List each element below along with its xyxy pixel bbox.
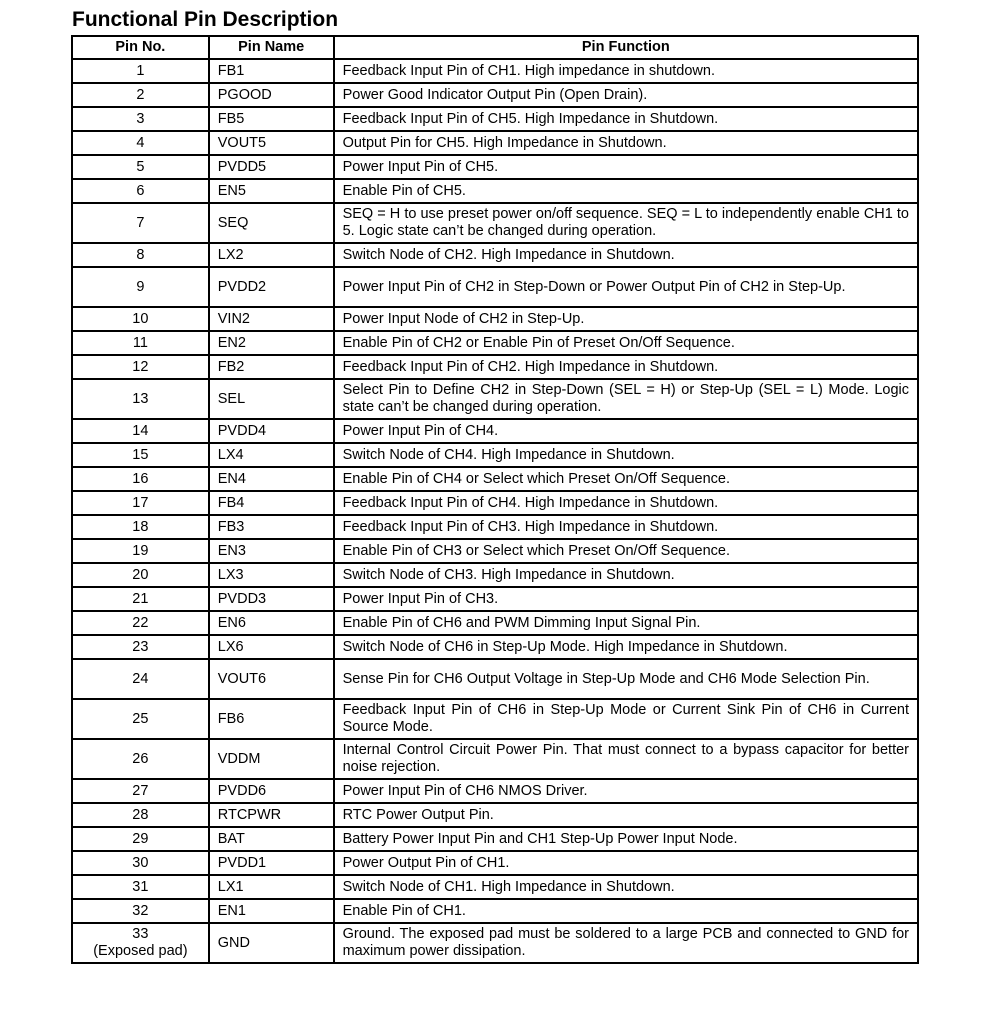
pin-name: FB4: [209, 491, 334, 515]
pin-number-cell: [72, 851, 209, 875]
page-title: Functional Pin Description: [72, 8, 339, 31]
pin-number-cell: [72, 739, 209, 779]
pin-name: PVDD6: [209, 779, 334, 803]
pin-number-cell: [72, 515, 209, 539]
pin-function: Enable Pin of CH2 or Enable Pin of Preset On/Off Sequence.: [334, 331, 918, 355]
table-row: [72, 899, 918, 923]
table-row: [72, 611, 918, 635]
pin-name: FB2: [209, 355, 334, 379]
pin-number-cell: [72, 899, 209, 923]
pin-number: 32: [132, 902, 149, 919]
pin-name: LX6: [209, 635, 334, 659]
pin-number-cell: [72, 155, 209, 179]
pin-number-cell: [72, 779, 209, 803]
pin-number-cell: [72, 59, 209, 83]
table-row: [72, 59, 918, 83]
pin-function: Select Pin to Define CH2 in Step-Down (SEL = H) or Step-Up (SEL = L) Mode. Logic state can’t be changed during operation.: [334, 379, 918, 419]
pin-number-cell: [72, 267, 209, 307]
pin-function: Feedback Input Pin of CH5. High Impedance in Shutdown.: [334, 107, 918, 131]
pin-number-cell: [72, 419, 209, 443]
pin-number: 4: [136, 134, 145, 151]
pin-name: LX1: [209, 875, 334, 899]
pin-number: 19: [132, 542, 149, 559]
table-row: [72, 699, 918, 739]
table-row: [72, 379, 918, 419]
pin-function: Feedback Input Pin of CH1. High impedance in shutdown.: [334, 59, 918, 83]
table-row: [72, 779, 918, 803]
header-pin-name: Pin Name: [209, 36, 334, 59]
pin-name: PVDD3: [209, 587, 334, 611]
pin-number: 26: [132, 750, 149, 767]
pin-number-cell: [72, 467, 209, 491]
header-row: [72, 36, 918, 59]
pin-number: 28: [132, 806, 149, 823]
pin-number-cell: [72, 379, 209, 419]
table-row: [72, 243, 918, 267]
table-row: [72, 659, 918, 699]
pin-function: Power Input Node of CH2 in Step-Up.: [334, 307, 918, 331]
table-row: [72, 131, 918, 155]
pin-name: VDDM: [209, 739, 334, 779]
pin-number: 13: [132, 390, 149, 407]
table-row: [72, 203, 918, 243]
pin-name: EN2: [209, 331, 334, 355]
table-row: [72, 179, 918, 203]
header-pin-no: Pin No.: [72, 36, 209, 59]
pin-name: LX3: [209, 563, 334, 587]
pin-function: Switch Node of CH1. High Impedance in Shutdown.: [334, 875, 918, 899]
pin-number: 8: [136, 246, 145, 263]
table-row: [72, 307, 918, 331]
pin-number: 22: [132, 614, 149, 631]
pin-name: LX2: [209, 243, 334, 267]
pin-name: VOUT5: [209, 131, 334, 155]
pin-number-cell: [72, 331, 209, 355]
table-row: [72, 267, 918, 307]
pin-number: 29: [132, 830, 149, 847]
pin-function: Power Input Pin of CH2 in Step-Down or Power Output Pin of CH2 in Step-Up.: [334, 267, 918, 307]
pin-name: GND: [209, 923, 334, 963]
pin-number-cell: [72, 923, 209, 963]
pin-name: EN6: [209, 611, 334, 635]
pin-name: PVDD1: [209, 851, 334, 875]
table-row: [72, 635, 918, 659]
pin-name: EN5: [209, 179, 334, 203]
pin-name: EN1: [209, 899, 334, 923]
pin-number: 24: [132, 670, 149, 687]
pin-name: PGOOD: [209, 83, 334, 107]
pin-number: 6: [136, 182, 145, 199]
table-row: [72, 563, 918, 587]
pin-number: 12: [132, 358, 149, 375]
pin-function: Ground. The exposed pad must be soldered to a large PCB and connected to GND for maximum power dissipation.: [334, 923, 918, 963]
pin-name: PVDD4: [209, 419, 334, 443]
pin-function: Enable Pin of CH3 or Select which Preset On/Off Sequence.: [334, 539, 918, 563]
pin-name: EN4: [209, 467, 334, 491]
pin-name: RTCPWR: [209, 803, 334, 827]
pin-number-cell: [72, 827, 209, 851]
pin-number-cell: [72, 699, 209, 739]
pin-number: 11: [132, 334, 148, 351]
pin-function: SEQ = H to use preset power on/off sequence. SEQ = L to independently enable CH1 to 5. Logic state can’t be changed during operation.: [334, 203, 918, 243]
pin-number: 33: [132, 926, 149, 942]
pin-name: PVDD2: [209, 267, 334, 307]
pin-number: 9: [136, 278, 145, 295]
pin-number-cell: [72, 875, 209, 899]
table-row: [72, 331, 918, 355]
table-row: [72, 851, 918, 875]
pin-number-cell: [72, 659, 209, 699]
pin-number: 30: [132, 854, 149, 871]
pin-function: Power Input Pin of CH6 NMOS Driver.: [334, 779, 918, 803]
table-row: [72, 515, 918, 539]
pin-number-cell: [72, 635, 209, 659]
pin-number: 17: [132, 494, 149, 511]
pin-function: Power Input Pin of CH5.: [334, 155, 918, 179]
pin-function: Output Pin for CH5. High Impedance in Shutdown.: [334, 131, 918, 155]
pin-function: Sense Pin for CH6 Output Voltage in Step-Up Mode and CH6 Mode Selection Pin.: [334, 659, 918, 699]
pin-number-cell: [72, 203, 209, 243]
pin-number: 27: [132, 782, 149, 799]
table-body: [72, 59, 918, 963]
pin-number: 16: [132, 470, 149, 487]
pin-function: Feedback Input Pin of CH6 in Step-Up Mode or Current Sink Pin of CH6 in Current Source Mode.: [334, 699, 918, 739]
table-row: [72, 443, 918, 467]
table-row: [72, 419, 918, 443]
pin-number: 7: [136, 214, 145, 231]
pin-function: Power Input Pin of CH4.: [334, 419, 918, 443]
table-row: [72, 107, 918, 131]
pin-function: Enable Pin of CH4 or Select which Preset On/Off Sequence.: [334, 467, 918, 491]
pin-number-cell: [72, 539, 209, 563]
table-row: [72, 539, 918, 563]
pin-name: VIN2: [209, 307, 334, 331]
pin-number-cell: [72, 611, 209, 635]
pin-name: SEQ: [209, 203, 334, 243]
table-row: [72, 491, 918, 515]
pin-number: 20: [132, 566, 149, 583]
pin-number: 18: [132, 518, 149, 535]
pin-number-cell: [72, 179, 209, 203]
pin-number: 15: [132, 446, 149, 463]
table-row: [72, 739, 918, 779]
pin-number-cell: [72, 307, 209, 331]
pin-function: Feedback Input Pin of CH4. High Impedance in Shutdown.: [334, 491, 918, 515]
pin-number-cell: [72, 107, 209, 131]
pin-function: Power Output Pin of CH1.: [334, 851, 918, 875]
pin-name: FB5: [209, 107, 334, 131]
table-row: [72, 83, 918, 107]
pin-number: 31: [132, 878, 149, 895]
pin-name: PVDD5: [209, 155, 334, 179]
pin-function: Battery Power Input Pin and CH1 Step-Up Power Input Node.: [334, 827, 918, 851]
pin-number-cell: [72, 83, 209, 107]
pin-description-table: [71, 35, 919, 964]
pin-function: Feedback Input Pin of CH2. High Impedance in Shutdown.: [334, 355, 918, 379]
pin-number-cell: [72, 243, 209, 267]
pin-number: 10: [132, 310, 149, 327]
pin-number-cell: [72, 491, 209, 515]
pin-function: Switch Node of CH2. High Impedance in Shutdown.: [334, 243, 918, 267]
table-row: [72, 827, 918, 851]
table-row: [72, 587, 918, 611]
pin-function: Feedback Input Pin of CH3. High Impedance in Shutdown.: [334, 515, 918, 539]
pin-number: 21: [132, 590, 149, 607]
table-row: [72, 923, 918, 963]
pin-name: FB6: [209, 699, 334, 739]
pin-number: 5: [136, 158, 145, 175]
table-row: [72, 355, 918, 379]
pin-number-cell: [72, 131, 209, 155]
pin-number-cell: [72, 803, 209, 827]
pin-name: LX4: [209, 443, 334, 467]
pin-number-note: (Exposed pad): [93, 943, 188, 959]
pin-number-cell: [72, 355, 209, 379]
table-row: [72, 875, 918, 899]
header-pin-function: Pin Function: [334, 36, 918, 59]
pin-function: Power Input Pin of CH3.: [334, 587, 918, 611]
pin-name: EN3: [209, 539, 334, 563]
pin-number: 2: [136, 86, 145, 103]
pin-number: 14: [132, 422, 149, 439]
pin-function: Switch Node of CH4. High Impedance in Shutdown.: [334, 443, 918, 467]
pin-function: Switch Node of CH3. High Impedance in Shutdown.: [334, 563, 918, 587]
pin-name: BAT: [209, 827, 334, 851]
pin-number: 23: [132, 638, 149, 655]
pin-function: Power Good Indicator Output Pin (Open Drain).: [334, 83, 918, 107]
pin-number: 1: [136, 62, 145, 79]
pin-number: 25: [132, 710, 149, 727]
pin-function: Enable Pin of CH1.: [334, 899, 918, 923]
pin-function: Enable Pin of CH5.: [334, 179, 918, 203]
pin-name: VOUT6: [209, 659, 334, 699]
pin-number-cell: [72, 587, 209, 611]
pin-function: Switch Node of CH6 in Step-Up Mode. High Impedance in Shutdown.: [334, 635, 918, 659]
table-row: [72, 155, 918, 179]
pin-function: RTC Power Output Pin.: [334, 803, 918, 827]
pin-number: 3: [136, 110, 145, 127]
pin-number-cell: [72, 443, 209, 467]
pin-name: FB1: [209, 59, 334, 83]
pin-number-cell: [72, 563, 209, 587]
pin-function: Enable Pin of CH6 and PWM Dimming Input Signal Pin.: [334, 611, 918, 635]
pin-name: FB3: [209, 515, 334, 539]
pin-name: SEL: [209, 379, 334, 419]
table-row: [72, 803, 918, 827]
table-row: [72, 467, 918, 491]
pin-function: Internal Control Circuit Power Pin. That must connect to a bypass capacitor for better noise rejection.: [334, 739, 918, 779]
